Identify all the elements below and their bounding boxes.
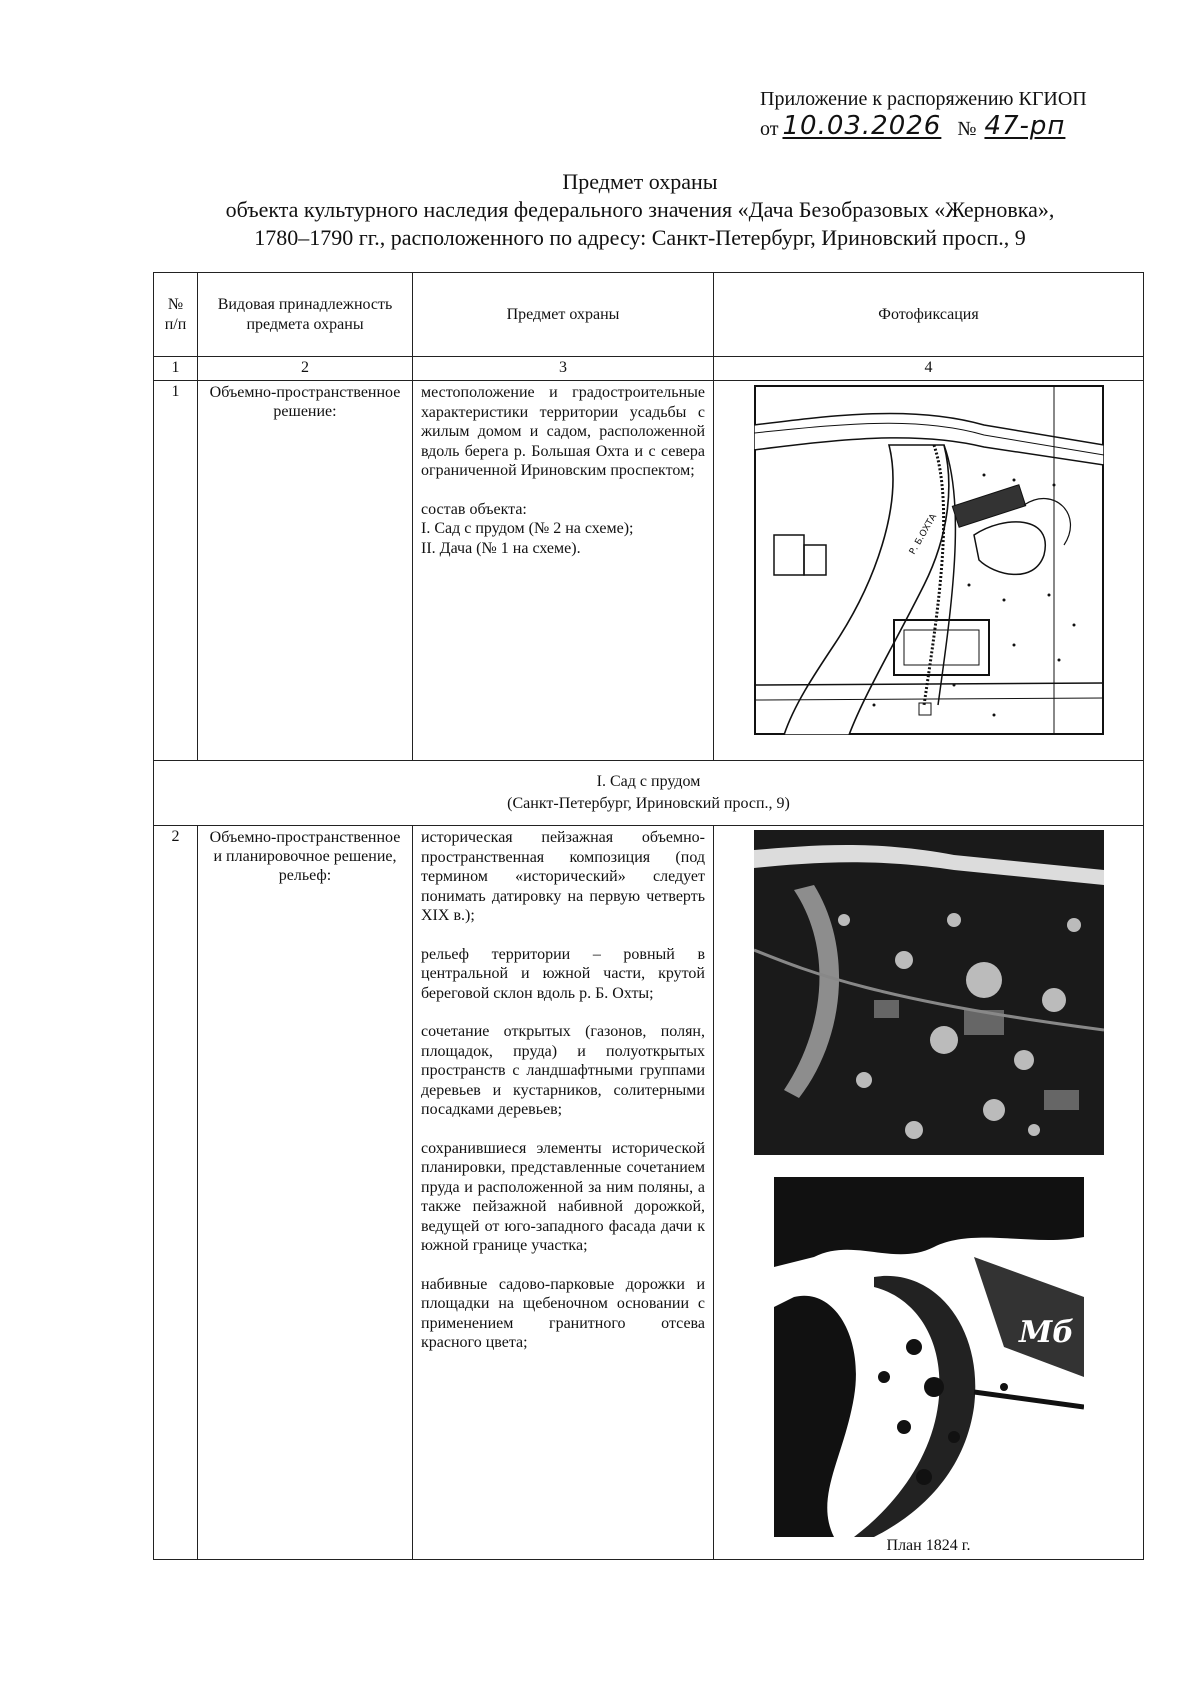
title-line-2: объекта культурного наследия федерального значения «Дача Безобразовых «Жерновка», [225,197,1055,222]
plan-caption: План 1824 г. [886,1537,971,1554]
subject-paragraph: местоположение и градостроительные характеристики территории усадьбы с жилым домом и садом, расположенной вдоль берега р. Большая Охта и с севера ограниченной Ириновским проспектом; [421,384,705,479]
composition-item-2: II. Дача (№ 1 на схеме). [421,539,581,557]
order-reference [760,111,1160,141]
subject-composition [421,500,705,559]
row-subject [413,381,714,761]
title-line-3: 1780–1790 гг., расположенного по адресу: Санкт-Петербург, Ириновский просп., 9 [254,225,1026,250]
header-type: Видовая принадлежность предмета охраны [198,273,413,357]
plan-1824-map [774,1177,1084,1537]
section-row [154,761,1144,826]
table-row [154,381,1144,761]
row-type: Объемно-пространственное и планировочное решение, рельеф: [198,826,413,1560]
title-line-1: Предмет охраны [562,169,718,194]
table-row [154,826,1144,1560]
composition-item-1: I. Сад с прудом (№ 2 на схеме); [421,520,634,537]
composition-label: состав объекта: [421,500,527,518]
appendix-line: Приложение к распоряжению КГИОП [760,88,1087,110]
river-label: Р. Б.ОХТА [907,512,939,557]
row-type: Объемно-пространственное решение: [198,381,413,761]
order-number: 47-рп [984,111,1066,141]
row-subject [413,826,714,1560]
row-number: 1 [154,381,198,761]
plan-map-label: Мб [1018,1315,1074,1350]
subject-paragraph: набивные садово-парковые дорожки и площадки на щебеночном основании с применением гранитного отсева красного цвета; [421,1275,705,1351]
header-num: № п/п [154,273,198,357]
row-number: 2 [154,826,198,1560]
document-title [120,168,1160,252]
from-label: от [760,118,779,140]
section-heading [154,761,1144,826]
protection-subject-table [153,272,1144,1560]
number-label: № [957,118,977,140]
row-photo [714,826,1144,1560]
subject-paragraph: историческая пейзажная объемно-пространственная композиция (под термином «исторический» следует понимать датировку на первую четверть XIX в.); [421,829,705,924]
col-number: 2 [198,357,413,381]
aerial-photo [754,830,1104,1155]
subject-paragraph: рельеф территории – ровный в центральной и южной части, крутой береговой склон вдоль р. Б. Охты; [421,945,705,1002]
subject-paragraph: сохранившиеся элементы исторической планировки, представленные сочетанием пруда и расположенной за ним поляны, а также пейзажной набивной дорожкой, ведущей от юго-западного фасада дачи к южной границе участка; [421,1139,705,1254]
order-date: 10.03.2026 [782,111,942,141]
appendix-header [760,88,1160,141]
section-address: (Санкт-Петербург, Ириновский просп., 9) [507,795,790,812]
col-number: 3 [413,357,714,381]
col-number: 1 [154,357,198,381]
header-photo: Фотофиксация [714,273,1144,357]
col-number: 4 [714,357,1144,381]
header-subject: Предмет охраны [413,273,714,357]
site-scheme-map [754,385,1104,735]
row-photo [714,381,1144,761]
subject-paragraph: сочетание открытых (газонов, полян, площадок, пруда) и полуоткрытых пространств с ландшафтными группами деревьев и кустарников, солитерными посадками деревьев; [421,1023,705,1118]
table-header-row [154,273,1144,357]
section-title: I. Сад с прудом [596,773,701,790]
column-numbers-row [154,357,1144,381]
